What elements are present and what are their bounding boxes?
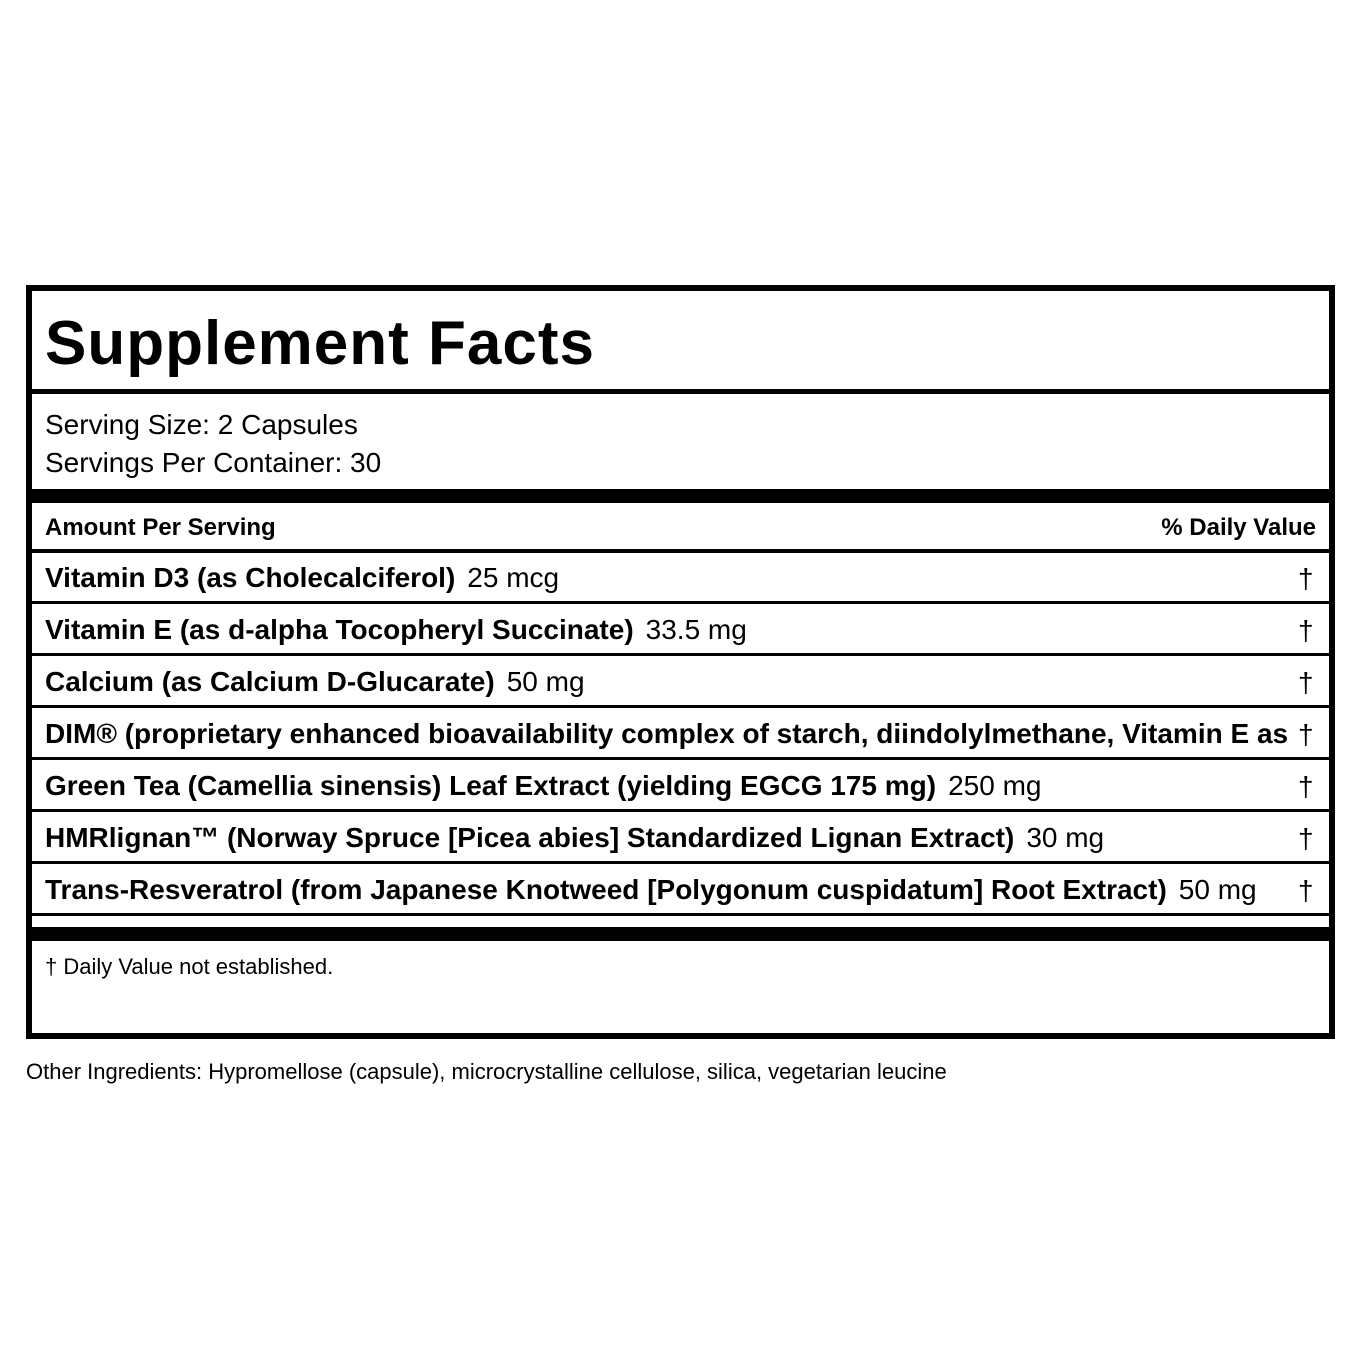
- table-row: [32, 657, 1329, 707]
- table-row: [32, 605, 1329, 655]
- daily-value: †: [1298, 563, 1314, 594]
- ingredient-amount: 250 mg: [948, 770, 1042, 801]
- ingredient-name: DIM® (proprietary enhanced bioavailability complex of starch, diindolylmethane, Vitamin E as: [45, 718, 1289, 749]
- table-row: [32, 865, 1329, 915]
- rule-under-title: [32, 389, 1329, 394]
- table-row: [32, 761, 1329, 811]
- row-divider: [32, 653, 1329, 656]
- daily-value: †: [1298, 875, 1314, 906]
- thick-rule-top: [32, 489, 1329, 503]
- row-divider: [32, 705, 1329, 708]
- amount-per-serving-header: Amount Per Serving: [45, 514, 276, 541]
- other-ingredients: Other Ingredients: Hypromellose (capsule), microcrystalline cellulose, silica, vegetarian leucine: [26, 1059, 947, 1084]
- table-row: [32, 709, 1329, 759]
- ingredient-amount: 30 mg: [1026, 822, 1105, 853]
- daily-value: †: [1298, 615, 1314, 646]
- ingredient-amount: 50 mg: [1178, 874, 1257, 905]
- daily-value: †: [1298, 719, 1314, 750]
- table-row: [32, 553, 1329, 603]
- table-row: [32, 813, 1329, 863]
- daily-value: †: [1298, 667, 1314, 698]
- ingredient-name: Green Tea (Camellia sinensis) Leaf Extract (yielding EGCG 175 mg): [45, 770, 937, 801]
- ingredient-name: Trans-Resveratrol (from Japanese Knotweed [Polygonum cuspidatum] Root Extract): [45, 874, 1167, 905]
- ingredient-amount: 25 mcg: [467, 562, 560, 593]
- row-divider: [32, 861, 1329, 864]
- daily-value-footnote: † Daily Value not established.: [45, 954, 334, 979]
- panel-title: Supplement Facts: [45, 309, 595, 378]
- ingredient-name: Vitamin D3 (as Cholecalciferol): [45, 562, 456, 593]
- table-header: [45, 513, 1316, 543]
- ingredient-name: HMRlignan™ (Norway Spruce [Picea abies] Standardized Lignan Extract): [45, 822, 1015, 853]
- serving-size: Serving Size: 2 Capsules: [45, 409, 358, 440]
- ingredient-name: Calcium (as Calcium D-Glucarate): [45, 666, 495, 697]
- row-divider: [32, 809, 1329, 812]
- ingredient-name: Vitamin E (as d-alpha Tocopheryl Succinate): [45, 614, 634, 645]
- daily-value: †: [1298, 771, 1314, 802]
- thick-rule-bottom: [32, 927, 1329, 941]
- ingredient-amount: 50 mg: [506, 666, 585, 697]
- supplement-facts-panel: [26, 285, 1335, 1039]
- row-divider: [32, 757, 1329, 760]
- daily-value-header: % Daily Value: [1161, 514, 1316, 541]
- daily-value: †: [1298, 823, 1314, 854]
- ingredient-amount: 33.5 mg: [645, 614, 747, 645]
- row-divider: [32, 913, 1329, 916]
- row-divider: [32, 601, 1329, 604]
- servings-per-container: Servings Per Container: 30: [45, 447, 382, 478]
